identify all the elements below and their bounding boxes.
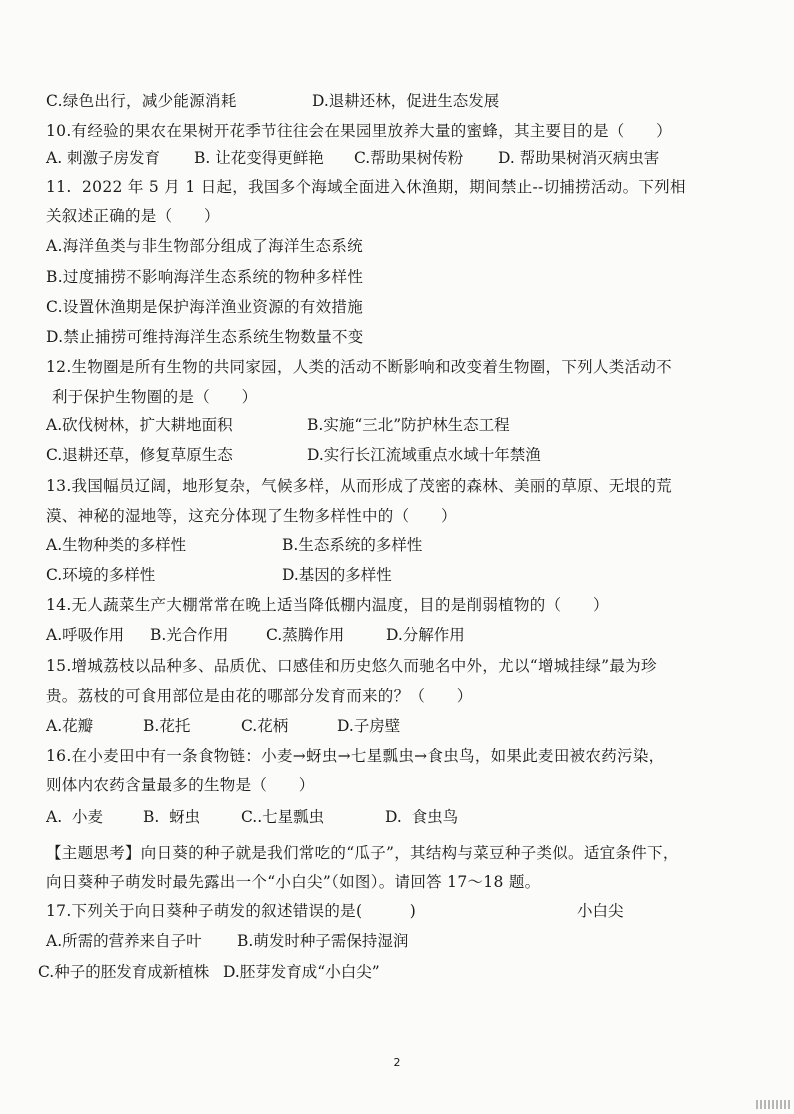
- q12-option-b: B.实施“三北”防护林生态工程: [307, 416, 510, 434]
- q16-option-d: D. 食虫鸟: [385, 808, 459, 826]
- watermark-mark: [756, 1100, 790, 1109]
- q10-option-d: D. 帮助果树消灭病虫害: [498, 149, 660, 167]
- q11-option-b: B.过度捕捞不影响海洋生态系统的物种多样性: [46, 268, 364, 286]
- q11-stem-line2: 关叙述正确的是（ ）: [46, 207, 220, 225]
- q17-option-a: A.所需的营养来自子叶: [46, 932, 202, 950]
- q17-option-b: B.萌发时种子需保持湿润: [237, 932, 409, 950]
- q17-stem: 17.下列关于向日葵种子萌发的叙述错误的是( ): [46, 902, 417, 920]
- q16-option-c: C..七星瓢虫: [241, 808, 325, 826]
- q17-option-c: C.种子的胚发育成新植株: [38, 963, 210, 981]
- q14-option-d: D.分解作用: [386, 626, 465, 644]
- q16-option-b: B. 蚜虫: [143, 808, 201, 826]
- q12-option-d: D.实行长江流域重点水域十年禁渔: [307, 446, 541, 464]
- q10-option-b: B. 让花变得更鲜艳: [194, 149, 324, 167]
- q11-option-a: A.海洋鱼类与非生物部分组成了海洋生态系统: [46, 237, 363, 255]
- q10-option-a: A. 刺激子房发育: [46, 149, 161, 167]
- q14-option-b: B.光合作用: [150, 626, 229, 644]
- q10-option-c: C.帮助果树传粉: [354, 149, 464, 167]
- q10-stem: 10.有经验的果农在果树开花季节往往会在果园里放养大量的蜜蜂，其主要目的是（ ）: [46, 122, 672, 140]
- q12-option-a: A.砍伐树林，扩大耕地面积: [46, 416, 233, 434]
- q12-option-c: C.退耕还草，修复草原生态: [46, 446, 233, 464]
- q14-option-a: A.呼吸作用: [46, 626, 125, 644]
- q15-option-d: D.子房壁: [337, 717, 401, 735]
- q14-option-c: C.蒸腾作用: [266, 626, 345, 644]
- q12-stem-line2: 利于保护生物圈的是（ ）: [52, 388, 258, 406]
- q11-option-d: D.禁止捕捞可维持海洋生态系统生物数量不变: [46, 328, 364, 346]
- q15-option-b: B.花托: [143, 717, 191, 735]
- q13-option-a: A.生物种类的多样性: [46, 536, 187, 554]
- q11-option-c: C.设置休渔期是保护海洋渔业资源的有效措施: [46, 298, 364, 316]
- q16-stem-line1: 16.在小麦田中有一条食物链：小麦→蚜虫→七星瓢虫→食虫鸟，如果此麦田被农药污染，: [46, 747, 665, 765]
- q13-option-b: B.生态系统的多样性: [282, 536, 423, 554]
- q17-option-d: D.胚芽发育成“小白尖”: [223, 963, 380, 981]
- q9-option-c: C.绿色出行，减少能源消耗: [46, 92, 237, 110]
- q13-stem-line1: 13.我国幅员辽阔，地形复杂，气候多样，从而形成了茂密的森林、美丽的草原、无垠的荒: [46, 477, 672, 495]
- q11-stem-line1: 11. 2022 年 5 月 1 日起，我国多个海域全面进入休渔期，期间禁止--切捕捞活动。下列相: [46, 178, 686, 196]
- q15-option-c: C.花柄: [241, 717, 289, 735]
- q14-stem: 14.无人蔬菜生产大棚常常在晚上适当降低棚内温度，目的是削弱植物的（ ）: [46, 596, 609, 614]
- q12-stem-line1: 12.生物圈是所有生物的共同家园，人类的活动不断影响和改变着生物圈，下列人类活动不: [46, 358, 672, 376]
- theme-intro-line2: 向日葵种子萌发时最先露出一个“小白尖”（如图）。请回答 17～18 题。: [46, 873, 541, 891]
- q16-option-a: A. 小麦: [46, 808, 103, 826]
- q15-option-a: A.花瓣: [46, 717, 94, 735]
- q15-stem-line1: 15.增城荔枝以品种多、品质优、口感佳和历史悠久而驰名中外，尤以“增城挂绿”最为珍: [46, 657, 657, 675]
- page-number: 2: [393, 1056, 401, 1069]
- q15-stem-line2: 贵。荔枝的可食用部位是由花的哪部分发育而来的？（ ）: [46, 687, 473, 705]
- figure-label-xiaobaijian: 小白尖: [577, 902, 624, 920]
- theme-intro-line1: 【主题思考】向日葵的种子就是我们常吃的“瓜子”，其结构与菜豆种子类似。适宜条件下，: [46, 844, 679, 862]
- q9-option-d: D.退耕还林，促进生态发展: [312, 92, 500, 110]
- q16-stem-line2: 则体内农药含量最多的生物是（ ）: [46, 776, 315, 794]
- q13-stem-line2: 漠、神秘的湿地等，这充分体现了生物多样性中的（ ）: [46, 507, 457, 525]
- q13-option-d: D.基因的多样性: [282, 566, 392, 584]
- q13-option-c: C.环境的多样性: [46, 566, 156, 584]
